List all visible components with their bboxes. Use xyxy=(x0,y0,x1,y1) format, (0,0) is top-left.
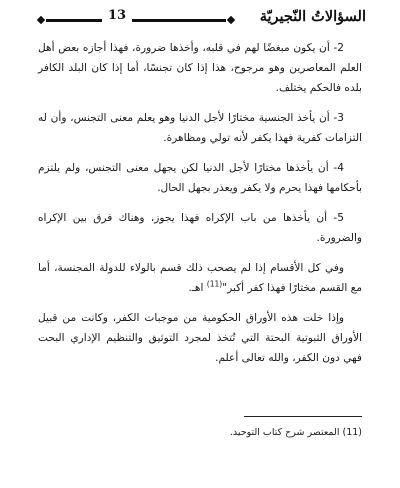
header-rule xyxy=(46,19,226,22)
footnote-separator xyxy=(244,416,362,417)
page-header xyxy=(36,6,366,36)
diamond-ornament-icon xyxy=(227,16,235,24)
paragraph-item-3: 3- أن يأخذ الجنسية مختارًا لأجل الدنيا وهو يعلم معنى التجنس، وأن له التزامات كفرية فهذا يكفر لأنه تولي ومظاهرة. xyxy=(38,112,362,144)
footnote-reference[interactable]: (11) xyxy=(206,279,223,289)
quote-text: وفي كل الأقسام إذا لم يصحب ذلك قسم بالولاء للدولة المجنسة، أما مع القسم مختارًا فهذا كفر أكبر" xyxy=(38,262,362,294)
quote-end: اهـ. xyxy=(188,282,207,294)
paragraph-item-5: 5- أن يأخذها من باب الإكراه فهذا يجوز، وهناك فرق بين الإكراه والضرورة. xyxy=(38,212,362,244)
footnote: (11) المعتصر شرح كتاب التوحيد. xyxy=(229,427,362,438)
page-number: 13 xyxy=(102,8,132,23)
paragraph-item-2: 2- أن يكون مبغضًا لهم في قلبه، وأخذها ضرورة، فهذا أجازه بعض أهل العلم المعاصرين وهو مرجوح، هذا إذا كان تجنسًا، أما إذا كان البلد الكافر بلده فالحكم يختلف. xyxy=(38,42,362,94)
body-text xyxy=(38,38,362,378)
paragraph-conclusion: وإذا خلت هذه الأوراق الحكومية من موجبات الكفر، وكانت من قبيل الأوراق الثبوتية البحتة التي تُتخذ لمجرد التوثيق والتنظيم الإداري البحت فهي دون الكفر، والله تعالى أعلم. xyxy=(38,312,362,364)
paragraph-item-4: 4- أن يأخذها مختارًا لأجل الدنيا لكن يجهل معنى التجنس، ولم يلتزم بأحكامها فهذا يحرم ولا يكفر ويعذر بجهل الحال. xyxy=(38,162,362,194)
paragraph-oath-ruling xyxy=(38,258,362,298)
running-title: السؤالاتُ النّجيريّة xyxy=(259,8,366,25)
diamond-ornament-icon xyxy=(37,16,45,24)
